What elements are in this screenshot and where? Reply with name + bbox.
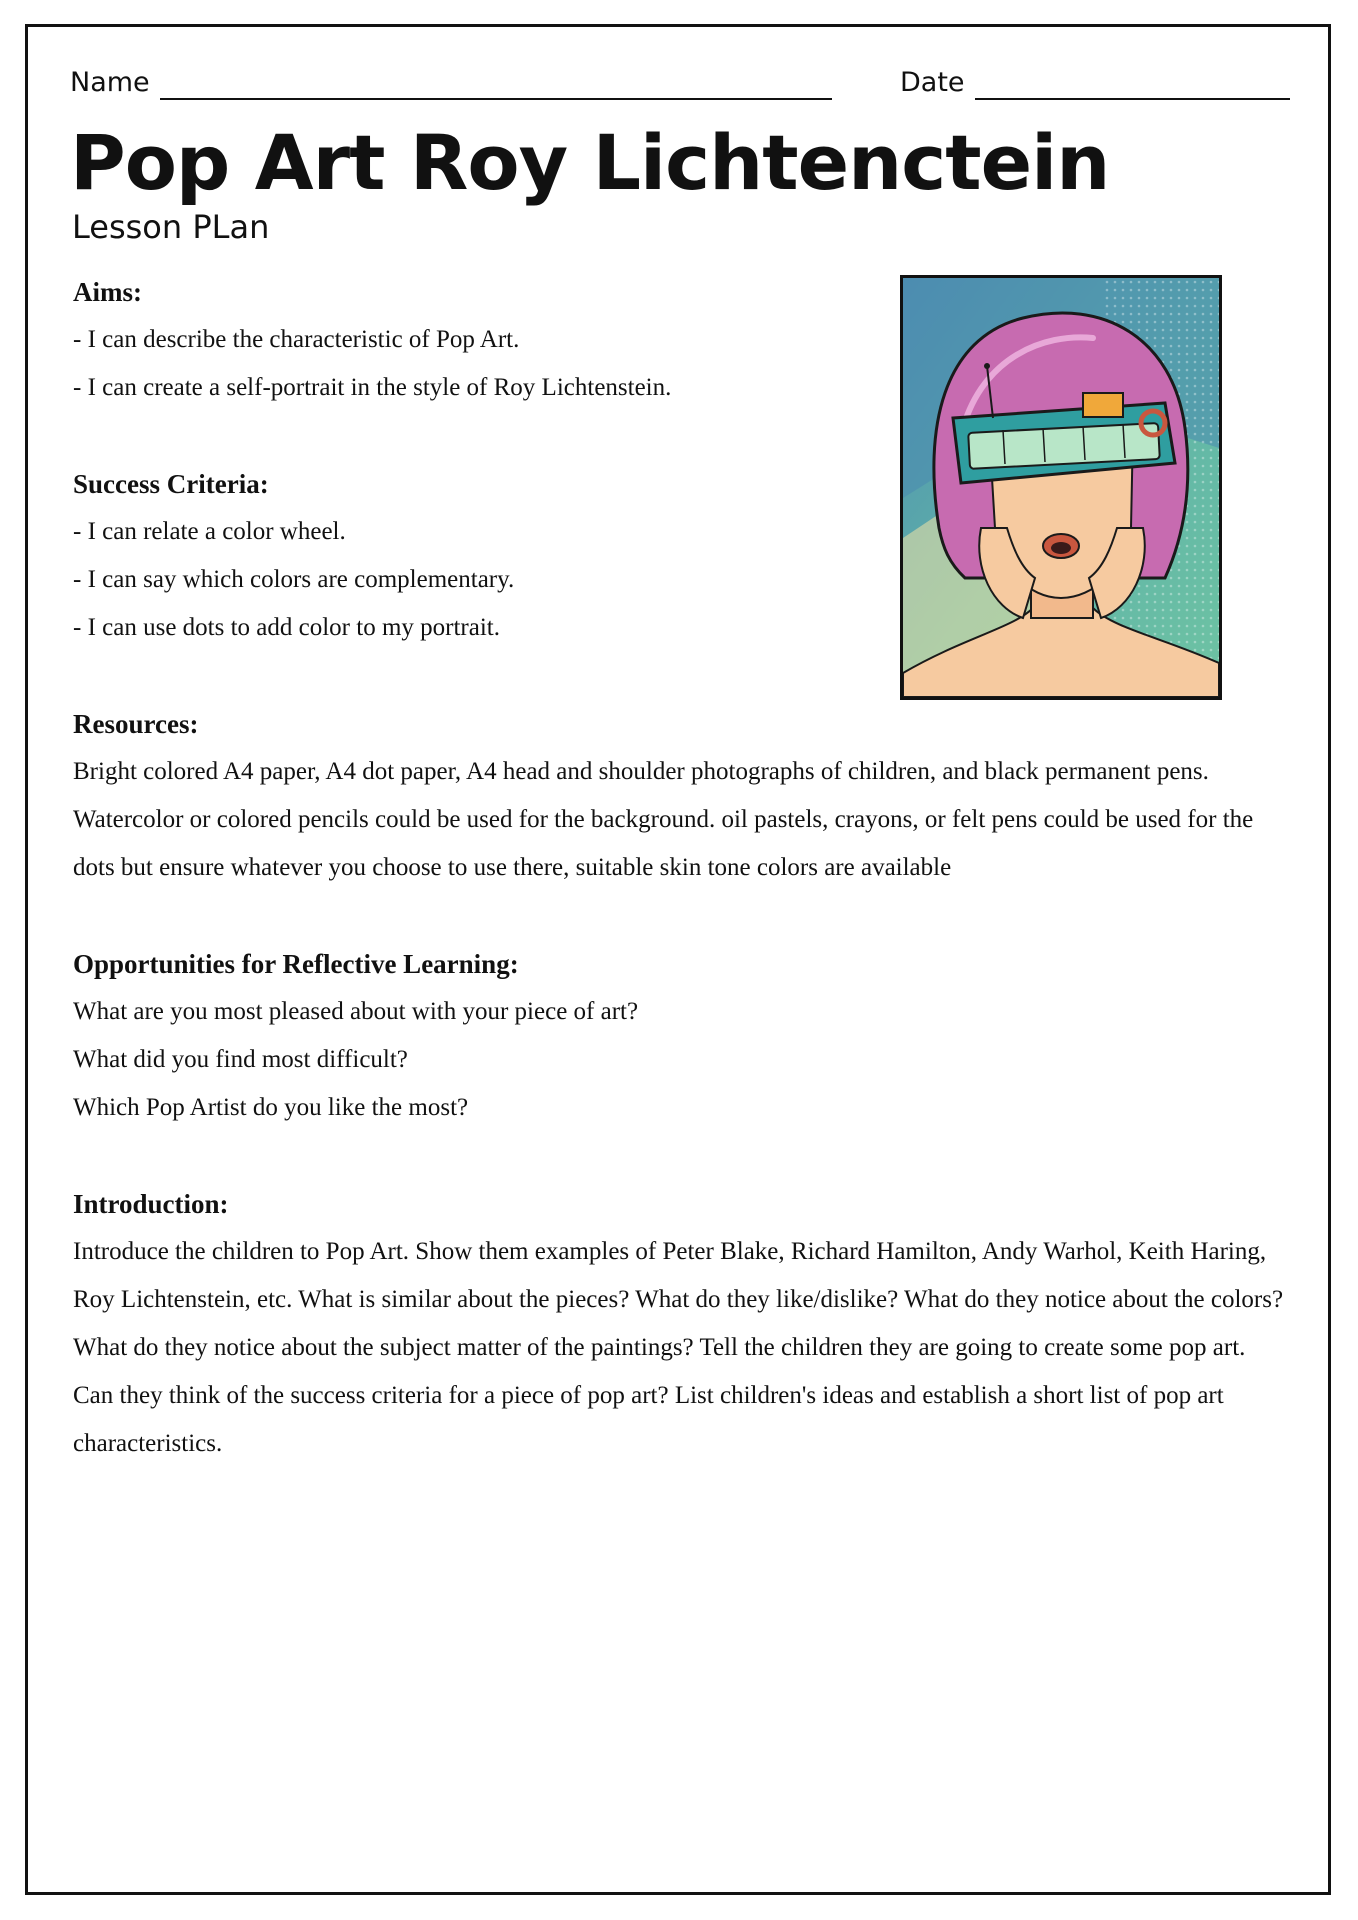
reflective-learning-heading: Opportunities for Reflective Learning: xyxy=(73,949,519,979)
date-underline[interactable] xyxy=(975,70,1290,100)
introduction-section xyxy=(73,1180,1288,1468)
resources-text: Bright colored A4 paper, A4 dot paper, A4 head and shoulder photographs of children, and black permanent pens. Watercolor or colored pencils could be used for the background. oil pastels, crayons, or felt pens could be used for the dots but ensure whatever you choose to use there, suitable skin tone colors are available xyxy=(73,758,1254,881)
resources-heading: Resources: xyxy=(73,709,199,739)
name-field[interactable] xyxy=(70,66,832,100)
success-criteria-item: - I can use dots to add color to my portrait. xyxy=(73,614,500,641)
page-title: Pop Art Roy Lichtenctein xyxy=(70,118,1110,207)
date-field[interactable] xyxy=(900,66,1290,100)
aims-item: - I can create a self-portrait in the style of Roy Lichtenstein. xyxy=(73,374,672,401)
aims-heading: Aims: xyxy=(73,277,142,307)
reflective-learning-section xyxy=(73,940,1288,1132)
success-criteria-item: - I can relate a color wheel. xyxy=(73,518,346,545)
name-label: Name xyxy=(70,67,150,98)
reflective-question: What did you find most difficult? xyxy=(73,1046,408,1073)
success-criteria-item: - I can say which colors are complementary. xyxy=(73,566,515,593)
introduction-heading: Introduction: xyxy=(73,1189,229,1219)
page-subtitle: Lesson PLan xyxy=(72,208,270,246)
success-criteria-section xyxy=(73,460,873,652)
aims-section xyxy=(73,268,873,412)
name-underline[interactable] xyxy=(160,70,832,100)
aims-item: - I can describe the characteristic of Pop Art. xyxy=(73,326,520,353)
reflective-question: Which Pop Artist do you like the most? xyxy=(73,1094,469,1121)
date-label: Date xyxy=(900,67,965,98)
success-criteria-heading: Success Criteria: xyxy=(73,469,269,499)
introduction-text: Introduce the children to Pop Art. Show them examples of Peter Blake, Richard Hamilton, Andy Warhol, Keith Haring, Roy Lichtenstein, etc. What is similar about the pieces? What do they like/dislike? What do they notice about the colors? What do they notice about the subject matter of the paintings? Tell the children they are going to create some pop art. Can they think of the success criteria for a piece of pop art? List children's ideas and establish a short list of pop art characteristics. xyxy=(73,1238,1284,1457)
resources-section xyxy=(73,700,1288,892)
reflective-question: What are you most pleased about with your piece of art? xyxy=(73,998,639,1025)
lesson-content xyxy=(73,268,1293,1468)
